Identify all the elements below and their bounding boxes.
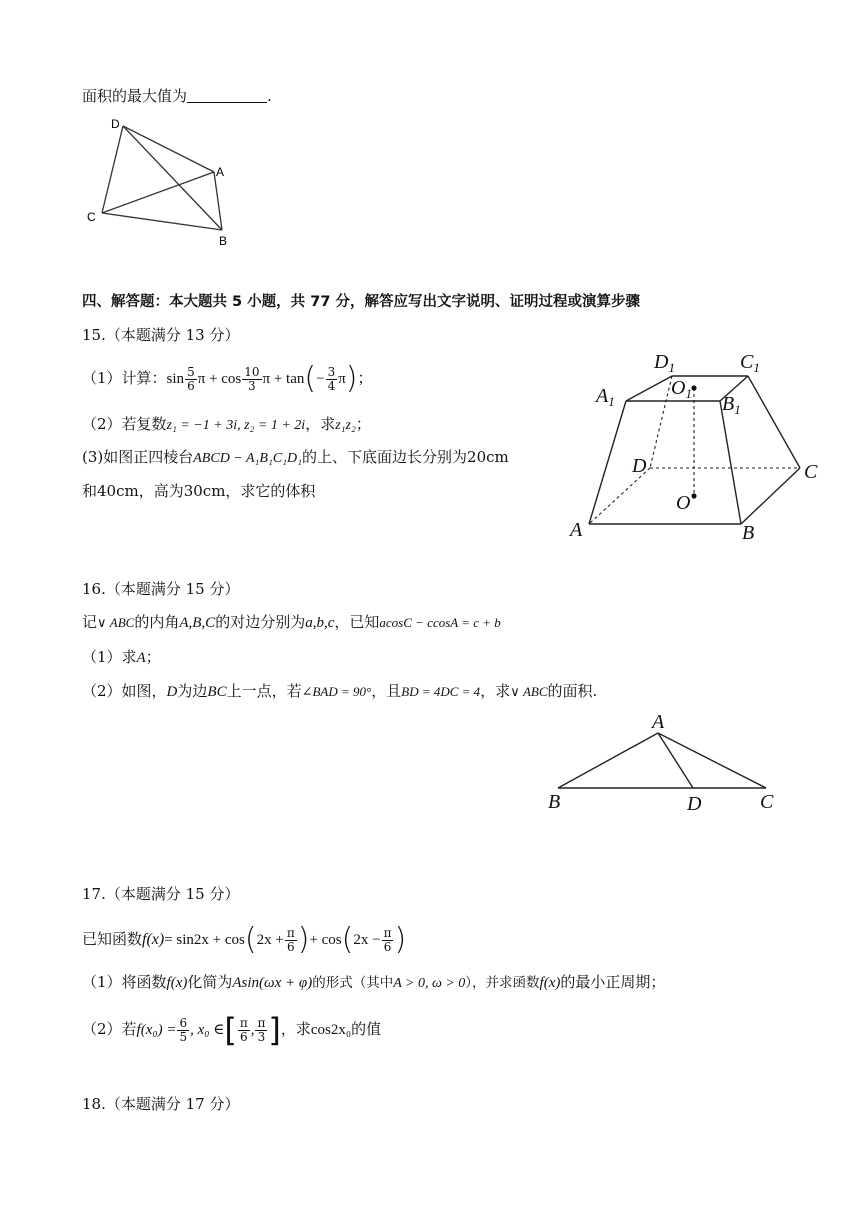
section-4-title: 四、解答题：本大题共 5 小题，共 77 分，解答应写出文字说明、证明过程或演算步骤: [82, 294, 640, 310]
label-A1: $A_1$: [596, 385, 615, 409]
q17-p1-fx2: f(x): [539, 975, 561, 991]
q16-p2-D: D: [166, 684, 178, 700]
q16-stem-d: ，已知: [334, 613, 380, 631]
q16-p2-a: （2）如图，: [82, 682, 167, 700]
q16-p2-b: 为边: [177, 682, 208, 700]
q15-p1-pi-cos: π + cos: [197, 371, 242, 387]
q15-p1-frac2: [242, 366, 261, 393]
label-C: C: [804, 461, 818, 483]
q15-p1-minus: −: [316, 371, 325, 387]
q16-stem-equation: acosC − ccosA = c + b: [379, 615, 501, 630]
segment-BA: [558, 733, 658, 788]
q16-part1: [82, 647, 161, 668]
q17-stem-plus-cos: + cos: [309, 932, 342, 948]
bracket-close: ]: [268, 1011, 281, 1049]
frac1-den: 6: [187, 378, 195, 393]
label-D: D: [111, 117, 120, 131]
left-paren: (: [304, 361, 317, 396]
q16-stem: [82, 612, 501, 633]
q17-p1-a: （1）将函数: [82, 973, 167, 991]
label-B1: $B_1$: [722, 393, 741, 417]
q16-stem-b: 的内角: [134, 613, 180, 631]
edge-A1A: [589, 401, 626, 524]
q15-p1-end: ；: [357, 369, 373, 387]
q17-p1-form: Asin(ωx + φ): [232, 975, 313, 991]
q17-p1-b: 化简为: [187, 973, 233, 991]
q16-p2-d: ，且: [371, 682, 402, 700]
q17-p2-frac-hi: [255, 1017, 267, 1044]
q18-header: 18.（本题满分 17 分）: [82, 1095, 240, 1113]
quadrilateral-figure: [82, 112, 242, 252]
q14-tail-text: 面积的最大值为: [82, 87, 188, 105]
q17-p2-c: 的值: [351, 1020, 382, 1038]
label-B: B: [548, 791, 561, 813]
frac-den: 5: [179, 1029, 188, 1044]
answer-blank: [187, 88, 267, 103]
label-C1: $C_1$: [740, 351, 760, 375]
edge-A1D1: [626, 376, 672, 401]
q17-p2-b: ，求: [280, 1020, 311, 1038]
q17-p1-c: 的形式（其中: [312, 975, 394, 991]
q17-stem-sin-cos: = sin2x + cos: [164, 932, 245, 948]
frustum-figure: [566, 344, 830, 544]
frac-den: 3: [257, 1029, 266, 1044]
frac-num: 6: [179, 1015, 188, 1030]
segment-DA: [123, 126, 214, 172]
q17-stem-a: 已知函数: [82, 930, 143, 948]
q16-stem-a: 记: [82, 613, 98, 631]
q16-p1-end: ；: [145, 648, 161, 666]
q15-p1-frac3: [326, 366, 338, 393]
q17-p1-cond: A > 0, ω > 0: [393, 976, 466, 991]
q17-frac-pi6-2: [382, 927, 394, 954]
q15-part3-line2: 和40cm，高为30cm，求它的体积: [82, 482, 316, 500]
q16-p2-eq: BD = 4DC = 4: [401, 684, 481, 699]
label-C: C: [87, 210, 96, 224]
q16-header: 16.（本题满分 15 分）: [82, 580, 240, 598]
q17-p2-a: （2）若: [82, 1020, 137, 1038]
frac-den: 6: [286, 939, 295, 954]
q17-p2-cos: cos2x₀: [310, 1022, 352, 1038]
segment-BC: [102, 213, 222, 230]
label-B: B: [219, 234, 228, 248]
q16-part2: [82, 681, 597, 702]
q17-stem: [82, 920, 406, 959]
frac1-num: 5: [187, 364, 195, 379]
frac3-den: 4: [327, 378, 336, 393]
label-D: D: [687, 793, 702, 815]
segment-CD: [102, 126, 123, 213]
q17-stem-arg2: 2x −: [353, 932, 381, 948]
frac-num: π: [257, 1015, 266, 1030]
edge-B1B: [720, 401, 741, 524]
q15-p2-target: z₁z₂: [335, 418, 356, 433]
edge-BC: [741, 468, 800, 524]
frac-den: 6: [383, 939, 392, 954]
q17-p2-in: , x₀ ∈: [190, 1022, 225, 1038]
frac2-den: 3: [248, 378, 256, 393]
q15-p2-expr: z₁ = −1 + 3i, z₂ = 1 + 2i: [166, 418, 306, 433]
q17-p1-e: 的最小正周期；: [560, 973, 666, 991]
frac-den: 6: [239, 1029, 248, 1044]
label-D1: $D_1$: [654, 351, 675, 375]
diagonal-CA: [102, 172, 214, 213]
q15-part1: [82, 360, 373, 397]
frac-num: π: [383, 925, 392, 940]
q16-p1-label: （1）求: [82, 648, 137, 666]
q16-stem-angles: A,B,C: [179, 615, 216, 631]
edge-C1C: [748, 376, 800, 468]
q16-p2-BC: BC: [207, 684, 227, 700]
q16-p2-angle: ∠BAD = 90°: [301, 684, 372, 699]
q15-p1-sin: sin: [166, 371, 185, 387]
frac3-num: 3: [327, 364, 336, 379]
label-A: A: [652, 711, 665, 733]
q16-p1-var: A: [136, 650, 146, 666]
q15-p2-label: （2）若复数: [82, 415, 167, 433]
edge-D1D-hidden: [650, 376, 672, 468]
q15-p1-frac1: [185, 366, 197, 393]
q17-p1-fx: f(x): [166, 975, 188, 991]
q17-stem-fx: f(x): [142, 931, 165, 948]
segment-AC: [658, 733, 766, 788]
q15-p2-mid: ，求: [305, 415, 336, 433]
q14-tail-line: [82, 86, 272, 106]
paren-close-1: ): [297, 922, 310, 957]
q15-part2: [82, 414, 371, 436]
q17-part2: （2）若f(x₀) = $\frac{6}{5}$ , x₀ ∈[ $\frac{\pi}{6}$ , $\frac{\pi}{3}$ ]，求cos2x₀的值: [82, 1011, 382, 1049]
q15-p3-bases: 的上、下底面边长分别为20cm: [302, 448, 509, 466]
label-A: A: [570, 519, 583, 541]
q15-part3-line1: [82, 447, 509, 469]
q17-stem-arg1: 2x +: [256, 932, 284, 948]
q16-p2-triangle: ∨ ABC: [510, 684, 548, 699]
q14-tail-period: .: [267, 87, 272, 105]
q15-header: 15.（本题满分 13 分）: [82, 326, 240, 344]
q17-p2-frac-lo: [238, 1017, 250, 1044]
diagonal-DB: [123, 126, 225, 230]
q16-p2-e: ，求: [480, 682, 511, 700]
label-B: B: [742, 522, 755, 544]
label-A: A: [216, 165, 225, 179]
bracket-open: [: [224, 1011, 237, 1049]
label-O1: $O_1$: [671, 377, 692, 401]
q17-p2-frac-6-5: [177, 1017, 189, 1044]
q16-stem-sides: a,b,c: [305, 615, 335, 631]
q16-p2-f: 的面积.: [547, 682, 598, 700]
q17-p1-d: ），并求函数: [465, 975, 540, 991]
label-O: O: [676, 492, 691, 514]
point-O: [691, 493, 696, 498]
right-paren: ): [345, 361, 358, 396]
frac2-num: 10: [244, 364, 260, 379]
q16-stem-triangle: ∨ ABC: [97, 615, 135, 630]
frac-num: π: [239, 1015, 248, 1030]
q16-stem-c: 的对边分别为: [215, 613, 306, 631]
frac-num: π: [286, 925, 295, 940]
q15-p1-pi-tan: π + tan: [262, 371, 305, 387]
paren-open-2: (: [341, 922, 354, 957]
triangle-figure: [544, 706, 784, 816]
q15-p1-pi: π: [338, 371, 346, 387]
label-C: C: [760, 791, 774, 813]
q16-p2-c: 上一点，若: [226, 682, 302, 700]
q17-p2-fx0: f(x₀) =: [136, 1022, 177, 1038]
q17-header: 17.（本题满分 15 分）: [82, 885, 240, 903]
segment-AB: [214, 172, 222, 230]
q15-p3-prefix: (3)如图正四棱台: [82, 448, 194, 466]
label-D: D: [632, 455, 647, 477]
q15-p3-frustum-name: ABCD − A₁B₁C₁D₁: [193, 451, 303, 466]
q17-part1: [82, 972, 665, 994]
q15-p2-end: ；: [355, 415, 371, 433]
paren-close-2: ): [394, 922, 407, 957]
point-O1: [691, 385, 696, 390]
q15-p1-label: （1）计算：: [82, 369, 167, 387]
q17-frac-pi6-1: [285, 927, 297, 954]
paren-open-1: (: [244, 922, 257, 957]
